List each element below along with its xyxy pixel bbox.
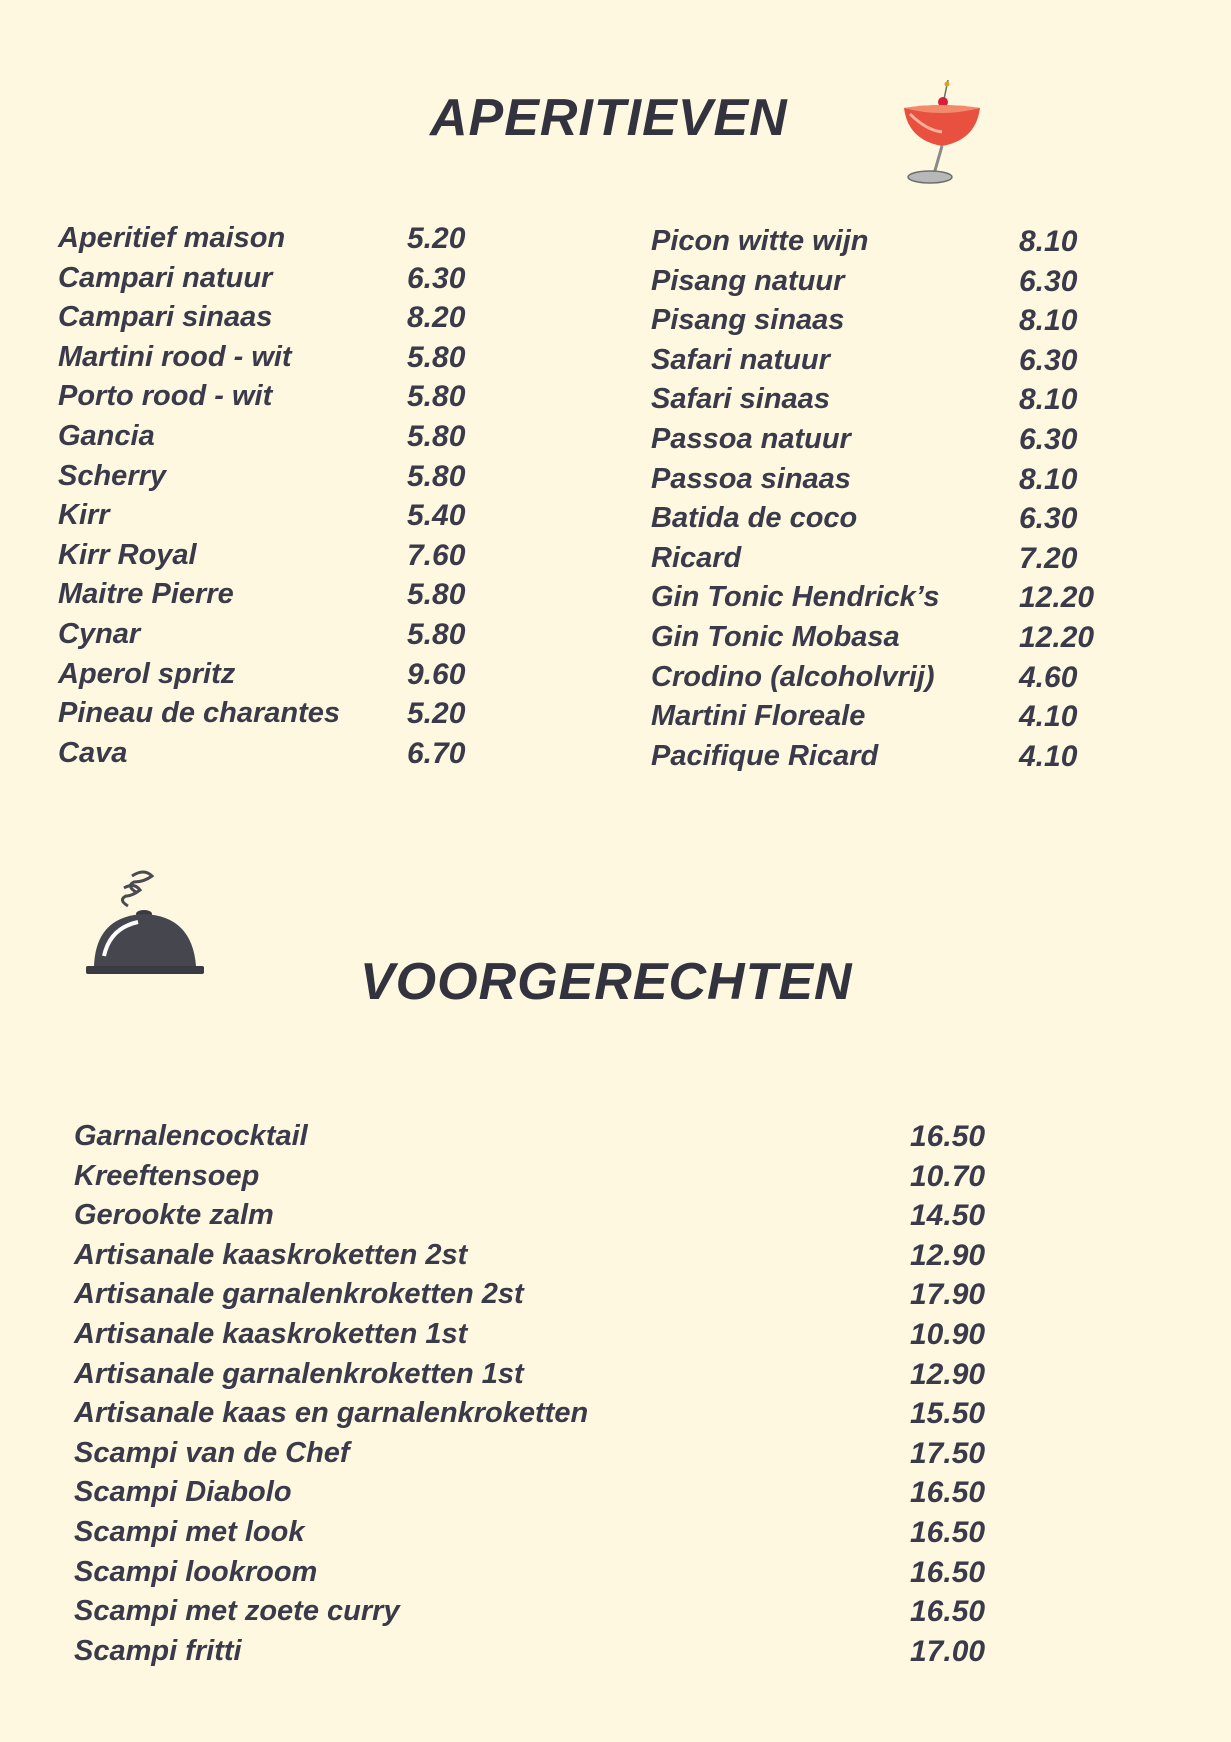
menu-item-price: 5.80 bbox=[407, 578, 466, 612]
menu-item-price: 6.30 bbox=[1019, 422, 1078, 456]
menu-item-name: Scampi Diabolo bbox=[74, 1476, 292, 1509]
menu-item-name: Gerookte zalm bbox=[74, 1199, 274, 1232]
menu-item-name: Cava bbox=[58, 736, 128, 769]
menu-item-price: 4.10 bbox=[1019, 739, 1078, 773]
menu-item-name: Maitre Pierre bbox=[58, 578, 234, 611]
menu-item-name: Pisang sinaas bbox=[651, 304, 845, 337]
menu-item-name: Picon witte wijn bbox=[651, 225, 869, 257]
menu-item-name: Kirr bbox=[58, 499, 110, 532]
menu-item-price: 12.20 bbox=[1019, 620, 1095, 654]
menu-item-name: Safari sinaas bbox=[651, 383, 830, 416]
menu-item-price: 14.50 bbox=[910, 1199, 986, 1233]
menu-item-name: Scampi met zoete curry bbox=[74, 1595, 400, 1628]
menu-item-price: 15.50 bbox=[910, 1397, 986, 1431]
menu-item-name: Kreeftensoep bbox=[74, 1159, 260, 1192]
menu-item-price: 5.80 bbox=[407, 617, 466, 651]
menu-item-name: Pacifique Ricard bbox=[651, 739, 879, 772]
menu-item-name: Scampi fritti bbox=[74, 1634, 242, 1667]
menu-item-price: 8.10 bbox=[1019, 225, 1078, 258]
menu-item-name: Aperol spritz bbox=[58, 657, 236, 690]
menu-item-name: Porto rood - wit bbox=[58, 380, 273, 413]
menu-item-name: Aperitief maison bbox=[58, 222, 286, 254]
menu-item-name: Artisanale kaas en garnalenkroketten bbox=[74, 1397, 589, 1430]
menu-item-name: Pisang natuur bbox=[651, 264, 845, 297]
menu-item-price: 4.60 bbox=[1019, 660, 1078, 694]
menu-item-price: 5.40 bbox=[407, 499, 466, 533]
menu-item-name: Crodino (alcoholvrij) bbox=[651, 660, 935, 693]
menu-item-price: 7.20 bbox=[1019, 541, 1078, 575]
menu-item-price: 5.80 bbox=[407, 459, 466, 493]
menu-item-price: 8.10 bbox=[1019, 304, 1078, 338]
menu-item-price: 5.80 bbox=[407, 419, 466, 453]
menu-item-price: 12.20 bbox=[1019, 581, 1095, 615]
voorgerechten-heading: VOORGERECHTEN bbox=[360, 953, 853, 1011]
menu-item-name: Ricard bbox=[651, 541, 742, 574]
menu-item-name: Batida de coco bbox=[651, 502, 858, 535]
menu-item-price: 16.50 bbox=[910, 1595, 986, 1629]
menu-item-price: 6.70 bbox=[407, 736, 466, 770]
aperitieven-heading: APERITIEVEN bbox=[430, 89, 788, 147]
menu-item-price: 17.90 bbox=[910, 1278, 986, 1312]
menu-item-name: Artisanale kaaskroketten 2st bbox=[74, 1238, 468, 1271]
menu-item-name: Artisanale garnalenkroketten 2st bbox=[74, 1278, 524, 1311]
menu-item-name: Passoa sinaas bbox=[651, 462, 851, 495]
menu-item-name: Cynar bbox=[58, 617, 141, 650]
menu-item-price: 17.50 bbox=[910, 1436, 986, 1470]
menu-item-price: 6.30 bbox=[1019, 343, 1078, 377]
menu-item-name: Kirr Royal bbox=[58, 538, 197, 571]
menu-item-name: Gin Tonic Hendrick’s bbox=[651, 581, 940, 614]
menu-item-price: 10.70 bbox=[910, 1159, 986, 1193]
menu-item-price: 10.90 bbox=[910, 1317, 986, 1351]
menu-item-price: 4.10 bbox=[1019, 700, 1078, 734]
menu-item-price: 6.30 bbox=[1019, 502, 1078, 536]
menu-item-price: 6.30 bbox=[407, 261, 466, 295]
menu-item-name: Scampi met look bbox=[74, 1515, 305, 1548]
menu-item-price: 5.20 bbox=[407, 697, 466, 731]
menu-item-price: 5.80 bbox=[407, 380, 466, 414]
menu-item-name: Gancia bbox=[58, 419, 155, 452]
menu-item-name: Passoa natuur bbox=[651, 422, 851, 455]
menu-item-name: Artisanale garnalenkroketten 1st bbox=[74, 1357, 524, 1390]
menu-item-name: Martini rood - wit bbox=[58, 340, 292, 373]
menu-item-price: 9.60 bbox=[407, 657, 466, 691]
menu-item-price: 7.60 bbox=[407, 538, 466, 572]
menu-item-name: Pineau de charantes bbox=[58, 697, 341, 730]
menu-item-price: 17.00 bbox=[910, 1634, 986, 1668]
cocktail-glass-icon bbox=[896, 78, 986, 186]
menu-item-price: 8.10 bbox=[1019, 462, 1078, 496]
menu-item-price: 16.50 bbox=[910, 1120, 986, 1153]
menu-item-name: Campari sinaas bbox=[58, 301, 273, 334]
menu-item-price: 8.20 bbox=[407, 301, 466, 335]
menu-item-name: Campari natuur bbox=[58, 261, 273, 294]
menu-item-price: 5.80 bbox=[407, 340, 466, 374]
menu-item-price: 16.50 bbox=[910, 1515, 986, 1549]
menu-item-name: Safari natuur bbox=[651, 343, 830, 376]
menu-item-name: Martini Floreale bbox=[651, 700, 866, 733]
serving-cloche-icon bbox=[86, 870, 204, 982]
menu-item-price: 6.30 bbox=[1019, 264, 1078, 298]
menu-item-name: Garnalencocktail bbox=[74, 1120, 308, 1152]
menu-item-name: Scherry bbox=[58, 459, 167, 492]
menu-item-name: Gin Tonic Mobasa bbox=[651, 620, 900, 653]
menu-item-price: 8.10 bbox=[1019, 383, 1078, 417]
menu-item-name: Scampi van de Chef bbox=[74, 1436, 350, 1469]
menu-item-name: Scampi lookroom bbox=[74, 1555, 318, 1588]
menu-item-price: 12.90 bbox=[910, 1238, 986, 1272]
menu-item-price: 16.50 bbox=[910, 1476, 986, 1510]
menu-item-price: 16.50 bbox=[910, 1555, 986, 1589]
menu-item-price: 12.90 bbox=[910, 1357, 986, 1391]
menu-item-name: Artisanale kaaskroketten 1st bbox=[74, 1317, 468, 1350]
menu-item-price: 5.20 bbox=[407, 222, 466, 255]
